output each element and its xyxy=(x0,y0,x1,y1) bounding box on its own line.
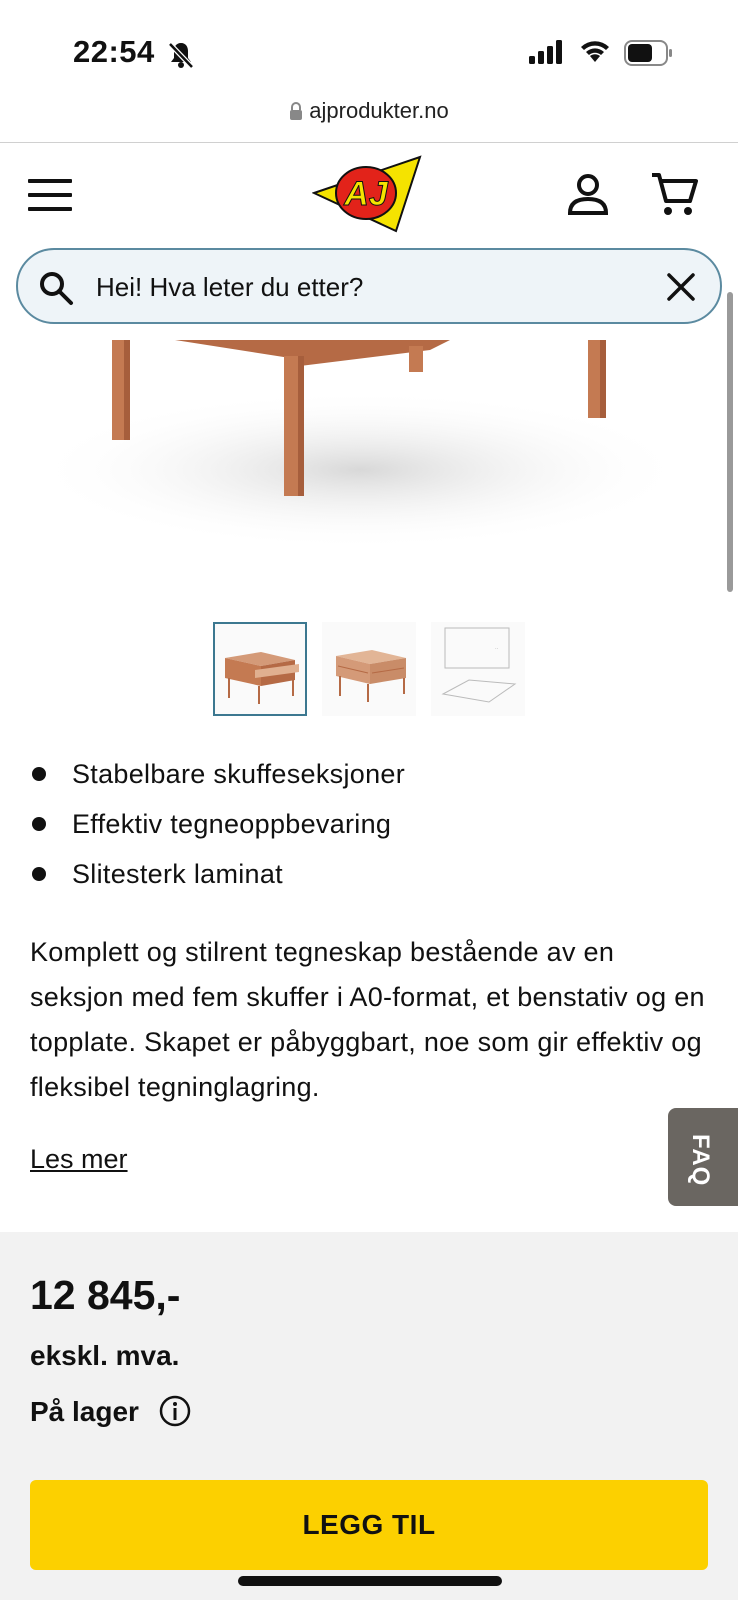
faq-label: FAQ xyxy=(687,1134,714,1187)
cart-icon[interactable] xyxy=(650,171,698,219)
bullet-icon xyxy=(32,817,46,831)
feature-item xyxy=(30,802,710,852)
feature-item xyxy=(30,752,710,802)
product-image[interactable] xyxy=(0,330,714,610)
read-more-link[interactable]: Les mer xyxy=(30,1144,128,1174)
search-icon[interactable] xyxy=(38,270,74,306)
feature-item xyxy=(30,852,710,902)
status-bar xyxy=(0,0,738,123)
wifi-icon xyxy=(578,38,612,64)
battery-icon xyxy=(624,40,674,66)
feature-text: Stabelbare skuffeseksjoner xyxy=(72,759,405,789)
aj-logo[interactable] xyxy=(312,153,424,235)
site-header xyxy=(0,143,738,247)
search-placeholder: Hei! Hva leter du etter? xyxy=(96,272,364,302)
scrollbar[interactable] xyxy=(727,292,733,592)
thumbnail-strip xyxy=(213,622,533,718)
home-indicator[interactable] xyxy=(238,1576,502,1586)
signal-icon xyxy=(529,40,565,64)
url-text: ajprodukter.no xyxy=(309,98,449,123)
info-icon[interactable] xyxy=(158,1394,192,1428)
search-input[interactable] xyxy=(16,248,722,324)
vat-note: ekskl. mva. xyxy=(30,1340,180,1371)
svg-text:··: ·· xyxy=(495,646,499,652)
stock-status: På lager xyxy=(30,1396,139,1427)
feature-list xyxy=(30,752,710,902)
thumbnail-2[interactable] xyxy=(322,622,416,716)
thumbnail-1[interactable] xyxy=(213,622,307,716)
bullet-icon xyxy=(32,867,46,881)
bullet-icon xyxy=(32,767,46,781)
faq-tab[interactable] xyxy=(668,1108,738,1206)
user-icon[interactable] xyxy=(566,173,610,217)
close-icon[interactable] xyxy=(666,272,696,302)
lock-icon xyxy=(289,102,303,120)
status-time: 22:54 xyxy=(73,34,155,69)
feature-text: Effektiv tegneoppbevaring xyxy=(72,809,392,839)
thumbnail-3[interactable] xyxy=(431,622,525,716)
logo-text: AJ xyxy=(344,175,388,213)
menu-icon[interactable] xyxy=(28,179,72,211)
feature-text: Slitesterk laminat xyxy=(72,859,283,889)
url-bar[interactable] xyxy=(0,98,738,124)
product-description: Komplett og stilrent tegneskap bestående av en seksjon med fem skuffer i A0-format, et benstativ og en topplate. Skapet er påbyggbart, noe som gir effektiv og fleksibel tegninglagring. xyxy=(30,937,705,1102)
buy-panel xyxy=(0,1232,738,1600)
price: 12 845,- xyxy=(30,1272,181,1318)
add-to-cart-button[interactable]: LEGG TIL xyxy=(30,1480,708,1570)
bell-slash-icon xyxy=(166,40,196,70)
